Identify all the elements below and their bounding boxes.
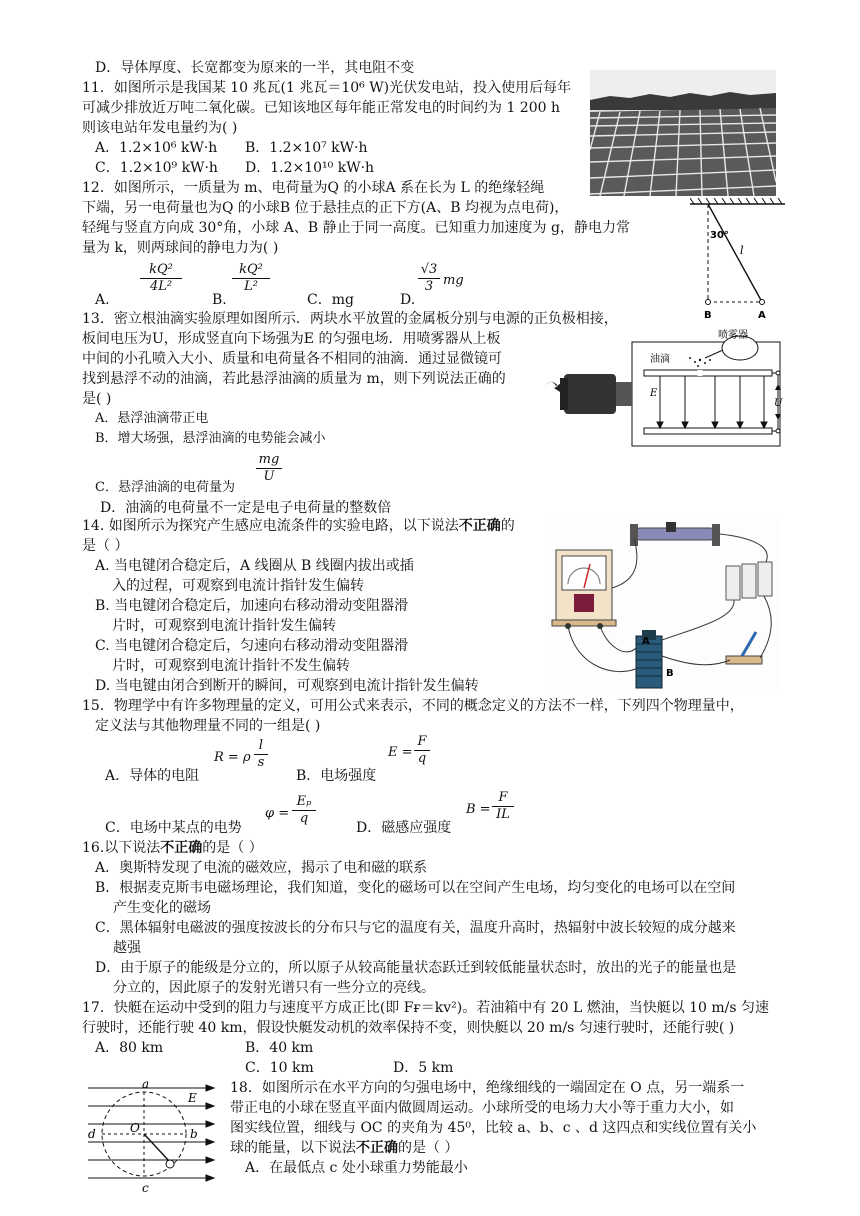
q16-option-c-line2: 越强 bbox=[113, 940, 141, 956]
solar-farm-photo bbox=[590, 70, 776, 196]
q11-option-c: C．1.2×10⁹ kW·h bbox=[95, 160, 218, 176]
q12-option-d-formula: $\frac{√3}{3}$ bbox=[418, 262, 440, 295]
oil-drop-label: 油滴 bbox=[650, 354, 670, 365]
q13-stem-line1: 13．密立根油滴实验原理如图所示．两块水平放置的金属板分别与电源的正负极相接， bbox=[82, 311, 618, 327]
q14-option-a-line1: A. 当电键闭合稳定后，A 线圈从 B 线圈内拔出或插 bbox=[95, 558, 414, 574]
q11-option-d: D．1.2×10¹⁰ kW·h bbox=[245, 160, 375, 176]
q14-stem-line2: 是（ ） bbox=[82, 538, 129, 554]
q13-option-c-formula: $\frac{mg}{U}$ bbox=[256, 452, 282, 485]
point-c-label: c bbox=[142, 1181, 149, 1195]
q12-stem-line4: 量为 k，则两球间的静电力为( ) bbox=[82, 240, 279, 256]
sprayer-label: 喷雾器 bbox=[718, 330, 748, 341]
q12-stem-line3: 轻绳与竖直方向成 30°角，小球 A、B 静止于同一高度。已知重力加速度为 g，静电力常 bbox=[82, 220, 630, 236]
q15-option-b: B．电场强度 bbox=[296, 768, 377, 784]
q12-option-a-formula: $\frac{\text{kQ²}}{\text{4L²}}$ bbox=[140, 262, 182, 295]
q13-option-a: A．悬浮油滴带正电 bbox=[95, 411, 209, 426]
point-o-label: O bbox=[130, 1121, 140, 1135]
q15-option-c: C．电场中某点的电势 bbox=[105, 820, 242, 836]
millikan-apparatus-figure bbox=[540, 328, 790, 450]
q11-option-a: A．1.2×10⁶ kW·h bbox=[95, 140, 218, 156]
point-d-label: d bbox=[88, 1127, 96, 1141]
q13-stem-line2: 板间电压为U，形成竖直向下场强为E 的匀强电场．用喷雾器从上板 bbox=[82, 331, 501, 347]
point-a-label: a bbox=[142, 1078, 150, 1091]
q15-formula-b-lhs: E = bbox=[388, 745, 413, 760]
q13-stem-line3: 中间的小孔喷入大小、质量和电荷量各不相同的油滴．通过显微镜可 bbox=[82, 351, 502, 367]
q18-stem-line2: 带正电的小球在竖直平面内做圆周运动。小球所受的电场力大小等于重力大小，如 bbox=[230, 1100, 734, 1116]
coil-b-label: B bbox=[666, 668, 674, 679]
q13-stem-line5: 是( ) bbox=[82, 391, 112, 407]
q15-formula-b-frac: $\frac{F}{q}$ bbox=[414, 734, 430, 767]
q12-option-b-formula: $\frac{\text{kQ²}}{\text{L²}}$ bbox=[232, 262, 270, 295]
q16-option-d-line1: D．由于原子的能级是分立的，所以原子从较高能量状态跃迁到较低能量状态时，放出的光子的能量也是 bbox=[95, 960, 737, 976]
q11-stem-line2: 可减少排放近万吨二氧化碳。已知该地区每年能正常发电的时间约为 1 200 h bbox=[82, 100, 560, 116]
circular-motion-figure bbox=[82, 1078, 222, 1208]
pendulum-length-label: l bbox=[740, 244, 744, 257]
q14-option-c-line1: C. 当电键闭合稳定后，匀速向右移动滑动变阻器滑 bbox=[95, 638, 409, 654]
q12-option-d-label: D. bbox=[400, 292, 416, 308]
q17-option-d: D．5 km bbox=[393, 1060, 454, 1076]
point-b-label: b bbox=[190, 1127, 198, 1141]
field-label: E bbox=[650, 388, 658, 399]
q15-stem-line2: 定义法与其他物理量不同的一组是( ) bbox=[95, 718, 321, 734]
q13-option-b: B．增大场强，悬浮油滴的电势能会减小 bbox=[95, 431, 326, 446]
q15-formula-d-lhs: B = bbox=[466, 802, 491, 817]
q17-stem-line2: 行驶时，还能行驶 40 km，假设快艇发动机的效率保持不变，则快艇以 20 m/s 匀速行驶时，还能行驶( ) bbox=[82, 1020, 735, 1036]
q16-option-c-line1: C．黑体辐射电磁波的强度按波长的分布只与它的温度有关，温度升高时，热辐射中波长较短的成分越来 bbox=[95, 920, 736, 936]
q15-formula-d-frac: $\frac{F}{IL}$ bbox=[492, 790, 514, 823]
q12-option-d-suffix: mg bbox=[443, 273, 464, 288]
q17-option-b: B．40 km bbox=[245, 1040, 314, 1056]
induction-circuit-figure bbox=[546, 518, 780, 694]
q18-stem-line1: 18．如图所示在水平方向的匀强电场中，绝缘细线的一端固定在 O 点，另一端系一 bbox=[230, 1080, 745, 1096]
q12-option-a-label: A. bbox=[95, 292, 110, 308]
q17-stem-line1: 17．快艇在运动中受到的阻力与速度平方成正比(即 Fғ＝kv²)。若油箱中有 20 L 燃油，当快艇以 10 m/s 匀速 bbox=[82, 1000, 770, 1016]
q18-stem-line3: 图实线位置，细线与 OC 的夹角为 45⁰，比较 a、b、c 、d 这四点和实线位置有关小 bbox=[230, 1120, 757, 1136]
q17-option-a: A．80 km bbox=[95, 1040, 164, 1056]
pendulum-angle-label: 30° bbox=[710, 230, 729, 241]
ball-b-label: B bbox=[704, 310, 712, 320]
q18-stem-line4: 球的能量，以下说法不正确的是（ ） bbox=[230, 1140, 459, 1156]
q13-option-d: D．油滴的电荷量不一定是电子电荷量的整数倍 bbox=[100, 500, 392, 516]
q14-stem-line1: 14. 如图所示为探究产生感应电流条件的实验电路，以下说法不正确的 bbox=[82, 518, 515, 534]
q11-stem-line1: 11．如图所示是我国某 10 兆瓦(1 兆瓦＝10⁶ W)光伏发电站，投入使用后每年 bbox=[82, 80, 572, 96]
q16-option-a: A．奥斯特发现了电流的磁效应，揭示了电和磁的联系 bbox=[95, 860, 428, 876]
q15-formula-c-frac: $\frac{\text{Eₚ}}{q}$ bbox=[292, 794, 316, 827]
q10-option-d: D．导体厚度、长宽都变为原来的一半，其电阻不变 bbox=[95, 60, 415, 76]
q15-formula-a-frac: $\frac{l}{s}$ bbox=[254, 738, 268, 771]
q14-option-c-line2: 片时，可观察到电流计指针不发生偏转 bbox=[112, 658, 350, 674]
q15-formula-c-lhs: φ = bbox=[265, 806, 290, 821]
voltage-label: U bbox=[774, 398, 783, 409]
q12-stem-line1: 12．如图所示，一质量为 m、电荷量为Q 的小球A 系在长为 L 的绝缘轻绳 bbox=[82, 180, 545, 196]
ball-a-label: A bbox=[758, 310, 766, 320]
q14-option-b-line1: B. 当电键闭合稳定后，加速向右移动滑动变阻器滑 bbox=[95, 598, 409, 614]
q14-option-a-line2: 入的过程，可观察到电流计指针发生偏转 bbox=[112, 578, 364, 594]
q15-formula-a-lhs: R = ρ bbox=[214, 750, 251, 765]
pendulum-figure bbox=[690, 198, 790, 320]
q16-option-b-line1: B．根据麦克斯韦电磁场理论，我们知道，变化的磁场可以在空间产生电场，均匀变化的电场可以在空间 bbox=[95, 880, 736, 896]
q13-stem-line4: 找到悬浮不动的油滴，若此悬浮油滴的质量为 m，则下列说法正确的 bbox=[82, 371, 506, 387]
q12-option-b-label: B. bbox=[212, 292, 227, 308]
q15-option-a: A．导体的电阻 bbox=[105, 768, 200, 784]
q13-option-c-label: C．悬浮油滴的电荷量为 bbox=[95, 480, 235, 495]
q17-option-c: C．10 km bbox=[245, 1060, 314, 1076]
q15-option-d: D．磁感应强度 bbox=[356, 820, 452, 836]
q14-option-d: D. 当电键由闭合到断开的瞬间，可观察到电流计指针发生偏转 bbox=[95, 678, 479, 694]
q11-option-b: B．1.2×10⁷ kW·h bbox=[245, 140, 368, 156]
coil-a-label: A bbox=[642, 636, 650, 647]
q14-option-b-line2: 片时，可观察到电流计指针发生偏转 bbox=[112, 618, 336, 634]
q16-stem: 16.以下说法不正确的是（ ） bbox=[82, 840, 263, 856]
q16-option-b-line2: 产生变化的磁场 bbox=[113, 900, 211, 916]
field-e-label: E bbox=[188, 1091, 197, 1105]
q18-option-a: A．在最低点 c 处小球重力势能最小 bbox=[245, 1160, 468, 1176]
q16-option-d-line2: 分立的，因此原子的发射光谱只有一些分立的亮线。 bbox=[113, 980, 435, 996]
q12-option-c: C．mg bbox=[307, 292, 354, 308]
q15-stem-line1: 15．物理学中有许多物理量的定义，可用公式来表示，不同的概念定义的方法不一样，下列四个物理量中， bbox=[82, 698, 744, 714]
q12-stem-line2: 下端，另一电荷量也为Q 的小球B 位于悬挂点的正下方(A、B 均视为点电荷)， bbox=[82, 200, 569, 216]
q11-stem-line3: 则该电站年发电量约为( ) bbox=[82, 120, 238, 136]
